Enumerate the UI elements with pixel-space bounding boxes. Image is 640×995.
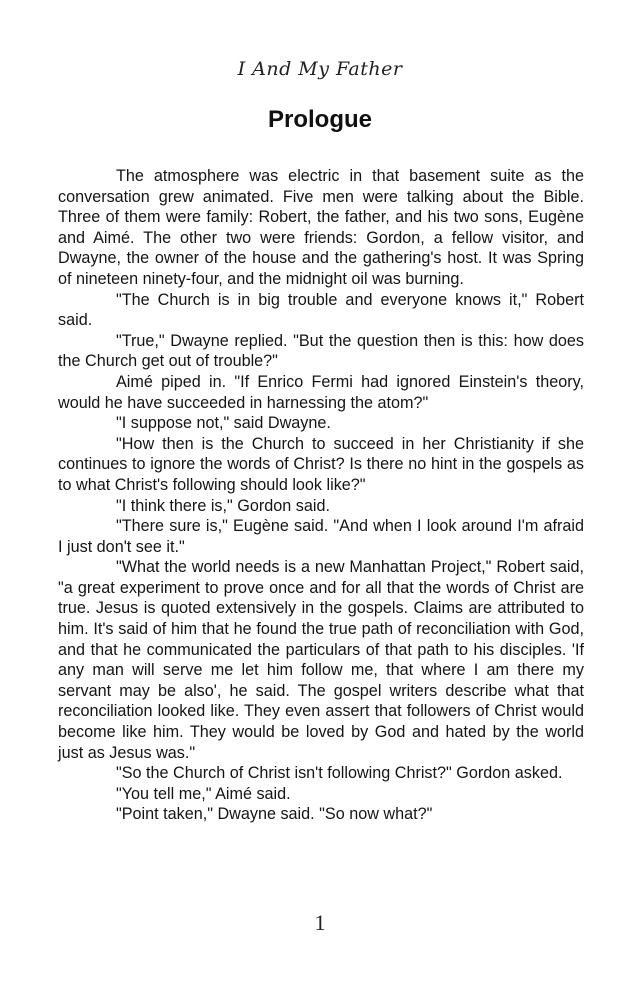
paragraph: "I suppose not," said Dwayne.	[116, 414, 331, 433]
paragraph: "You tell me," Aimé said.	[116, 784, 291, 803]
paragraph: "I think there is," Gordon said.	[116, 496, 330, 515]
paragraph: The atmosphere was electric in that basement suite as the conversation grew animated. Five men were talking about the Bible. Three of them were family: Robert, the father, and his two sons, Eugène and Aimé. The other two were friends: Gordon, a fellow visitor, and Dwayne, the owner of the house and the gathering's host. It was Spring of nineteen ninety-four, and the midnight oil was burning.	[58, 167, 584, 288]
paragraph: "True," Dwayne replied. "But the question then is this: how does the Church get out of trouble?"	[58, 331, 584, 371]
running-head: I And My Father	[237, 58, 403, 80]
body-text	[58, 166, 584, 825]
paragraph: "How then is the Church to succeed in her Christianity if she continues to ignore the words of Christ? Is there no hint in the gospels as to what Christ's following should look like?"	[58, 434, 584, 494]
paragraph: "The Church is in big trouble and everyone knows it," Robert said.	[58, 290, 584, 330]
paragraph: "Point taken," Dwayne said. "So now what?"	[116, 805, 433, 824]
paragraph: Aimé piped in. "If Enrico Fermi had ignored Einstein's theory, would he have succeeded in harnessing the atom?"	[58, 372, 584, 412]
chapter-title: Prologue	[267, 106, 372, 133]
page-number: 1	[314, 910, 326, 935]
paragraph: "There sure is," Eugène said. "And when I look around I'm afraid I just don't see it."	[58, 517, 584, 556]
paragraph: "So the Church of Christ isn't following Christ?" Gordon asked.	[116, 764, 563, 783]
paragraph: "What the world needs is a new Manhattan Project," Robert said, "a great experiment to prove once and for all that the words of Christ are true. Jesus is quoted extensively in the gospels. Claims are attributed to him. It's said of him that he found the true path of reconciliation with God, and that he communicated the particulars of that path to his disciples. 'If any man will serve me let him follow me, that where I am there my servant may be also', he said. The gospel writers describe what that reconciliation looked like. They even assert that followers of Christ would become like him. They would be loved by God and hated by the world just as Jesus was."	[58, 558, 584, 762]
